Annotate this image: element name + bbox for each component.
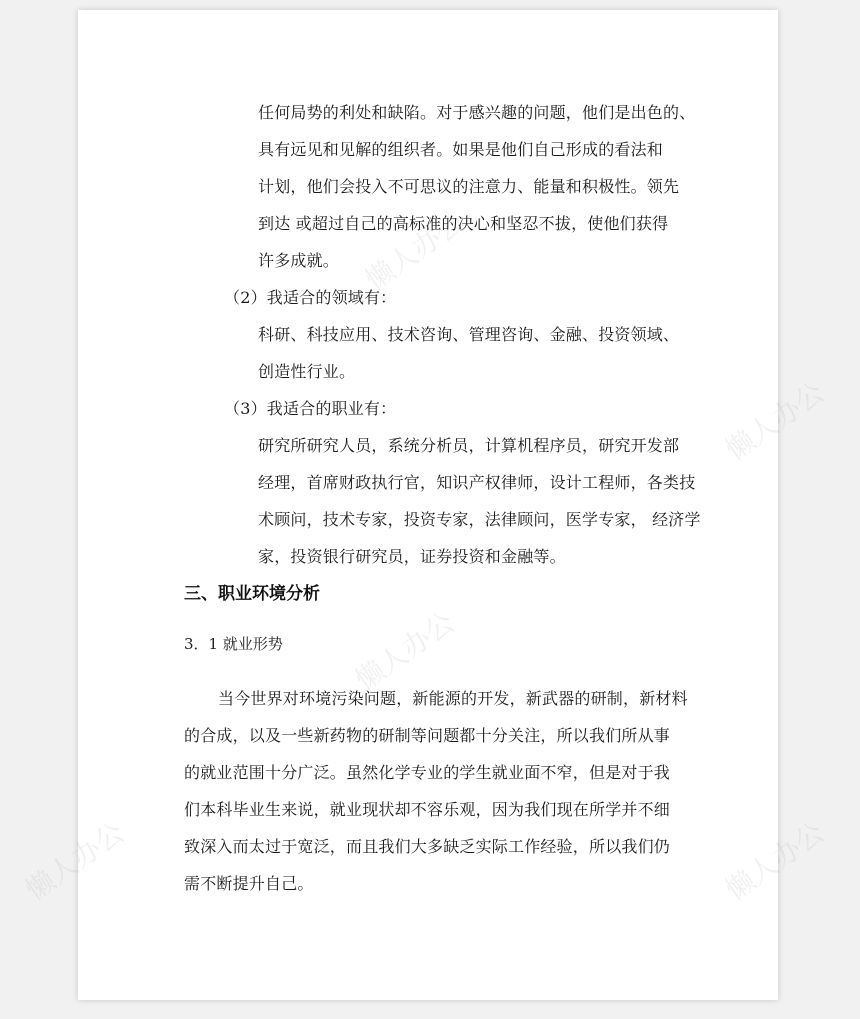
paragraph-line: 们本科毕业生来说，就业现状却不容乐观，因为我们现在所学并不细 (184, 800, 671, 819)
text-line: 具有远见和见解的组织者。如果是他们自己形成的看法和 (258, 140, 664, 159)
watermark: 懒人办公 (359, 205, 471, 297)
text-line: 计划，他们会投入不可思议的注意力、能量和积极性。领先 (258, 177, 680, 196)
document-page (19, 10, 831, 1000)
text-line: 任何局势的利处和缺陷。对于感兴趣的问题，他们是出色的、 (258, 103, 696, 122)
subsection-heading: 3．1 就业形势 (184, 635, 283, 653)
section-heading: 三、职业环境分析 (184, 584, 320, 604)
text-line: 研究所研究人员，系统分析员，计算机程序员，研究开发部 (258, 436, 680, 455)
watermark: 懒人办公 (349, 605, 461, 697)
paragraph-line: 需不断提升自己。 (184, 874, 314, 893)
list-item-title: （2）我适合的领域有： (224, 288, 397, 307)
watermark: 懒人办公 (719, 815, 831, 907)
watermark: 懒人办公 (19, 815, 131, 907)
text-line: 创造性行业。 (258, 362, 356, 381)
list-item-title: （3）我适合的职业有： (224, 399, 397, 418)
watermark: 懒人办公 (719, 375, 831, 467)
paragraph-line: 的就业范围十分广泛。虽然化学专业的学生就业面不窄，但是对于我 (184, 763, 671, 782)
text-line: 科研、科技应用、技术咨询、管理咨询、金融、投资领域、 (258, 325, 680, 344)
text-line: 到达 或超过自己的高标准的决心和坚忍不拔，使他们获得 (258, 214, 669, 233)
paragraph-line: 当今世界对环境污染问题，新能源的开发，新武器的研制，新材料 (218, 689, 688, 708)
text-line: 经理，首席财政执行官，知识产权律师，设计工程师，各类技 (258, 473, 696, 492)
paragraph-line: 的合成，以及一些新药物的研制等问题都十分关注，所以我们所从事 (184, 726, 671, 745)
text-line: 术顾问，技术专家，投资专家，法律顾问，医学专家， 经济学 (258, 510, 701, 529)
text-line: 许多成就。 (258, 251, 340, 270)
text-line: 家，投资银行研究员，证券投资和金融等。 (258, 547, 566, 566)
paragraph-line: 致深入而太过于宽泛，而且我们大多缺乏实际工作经验，所以我们仍 (184, 837, 671, 856)
